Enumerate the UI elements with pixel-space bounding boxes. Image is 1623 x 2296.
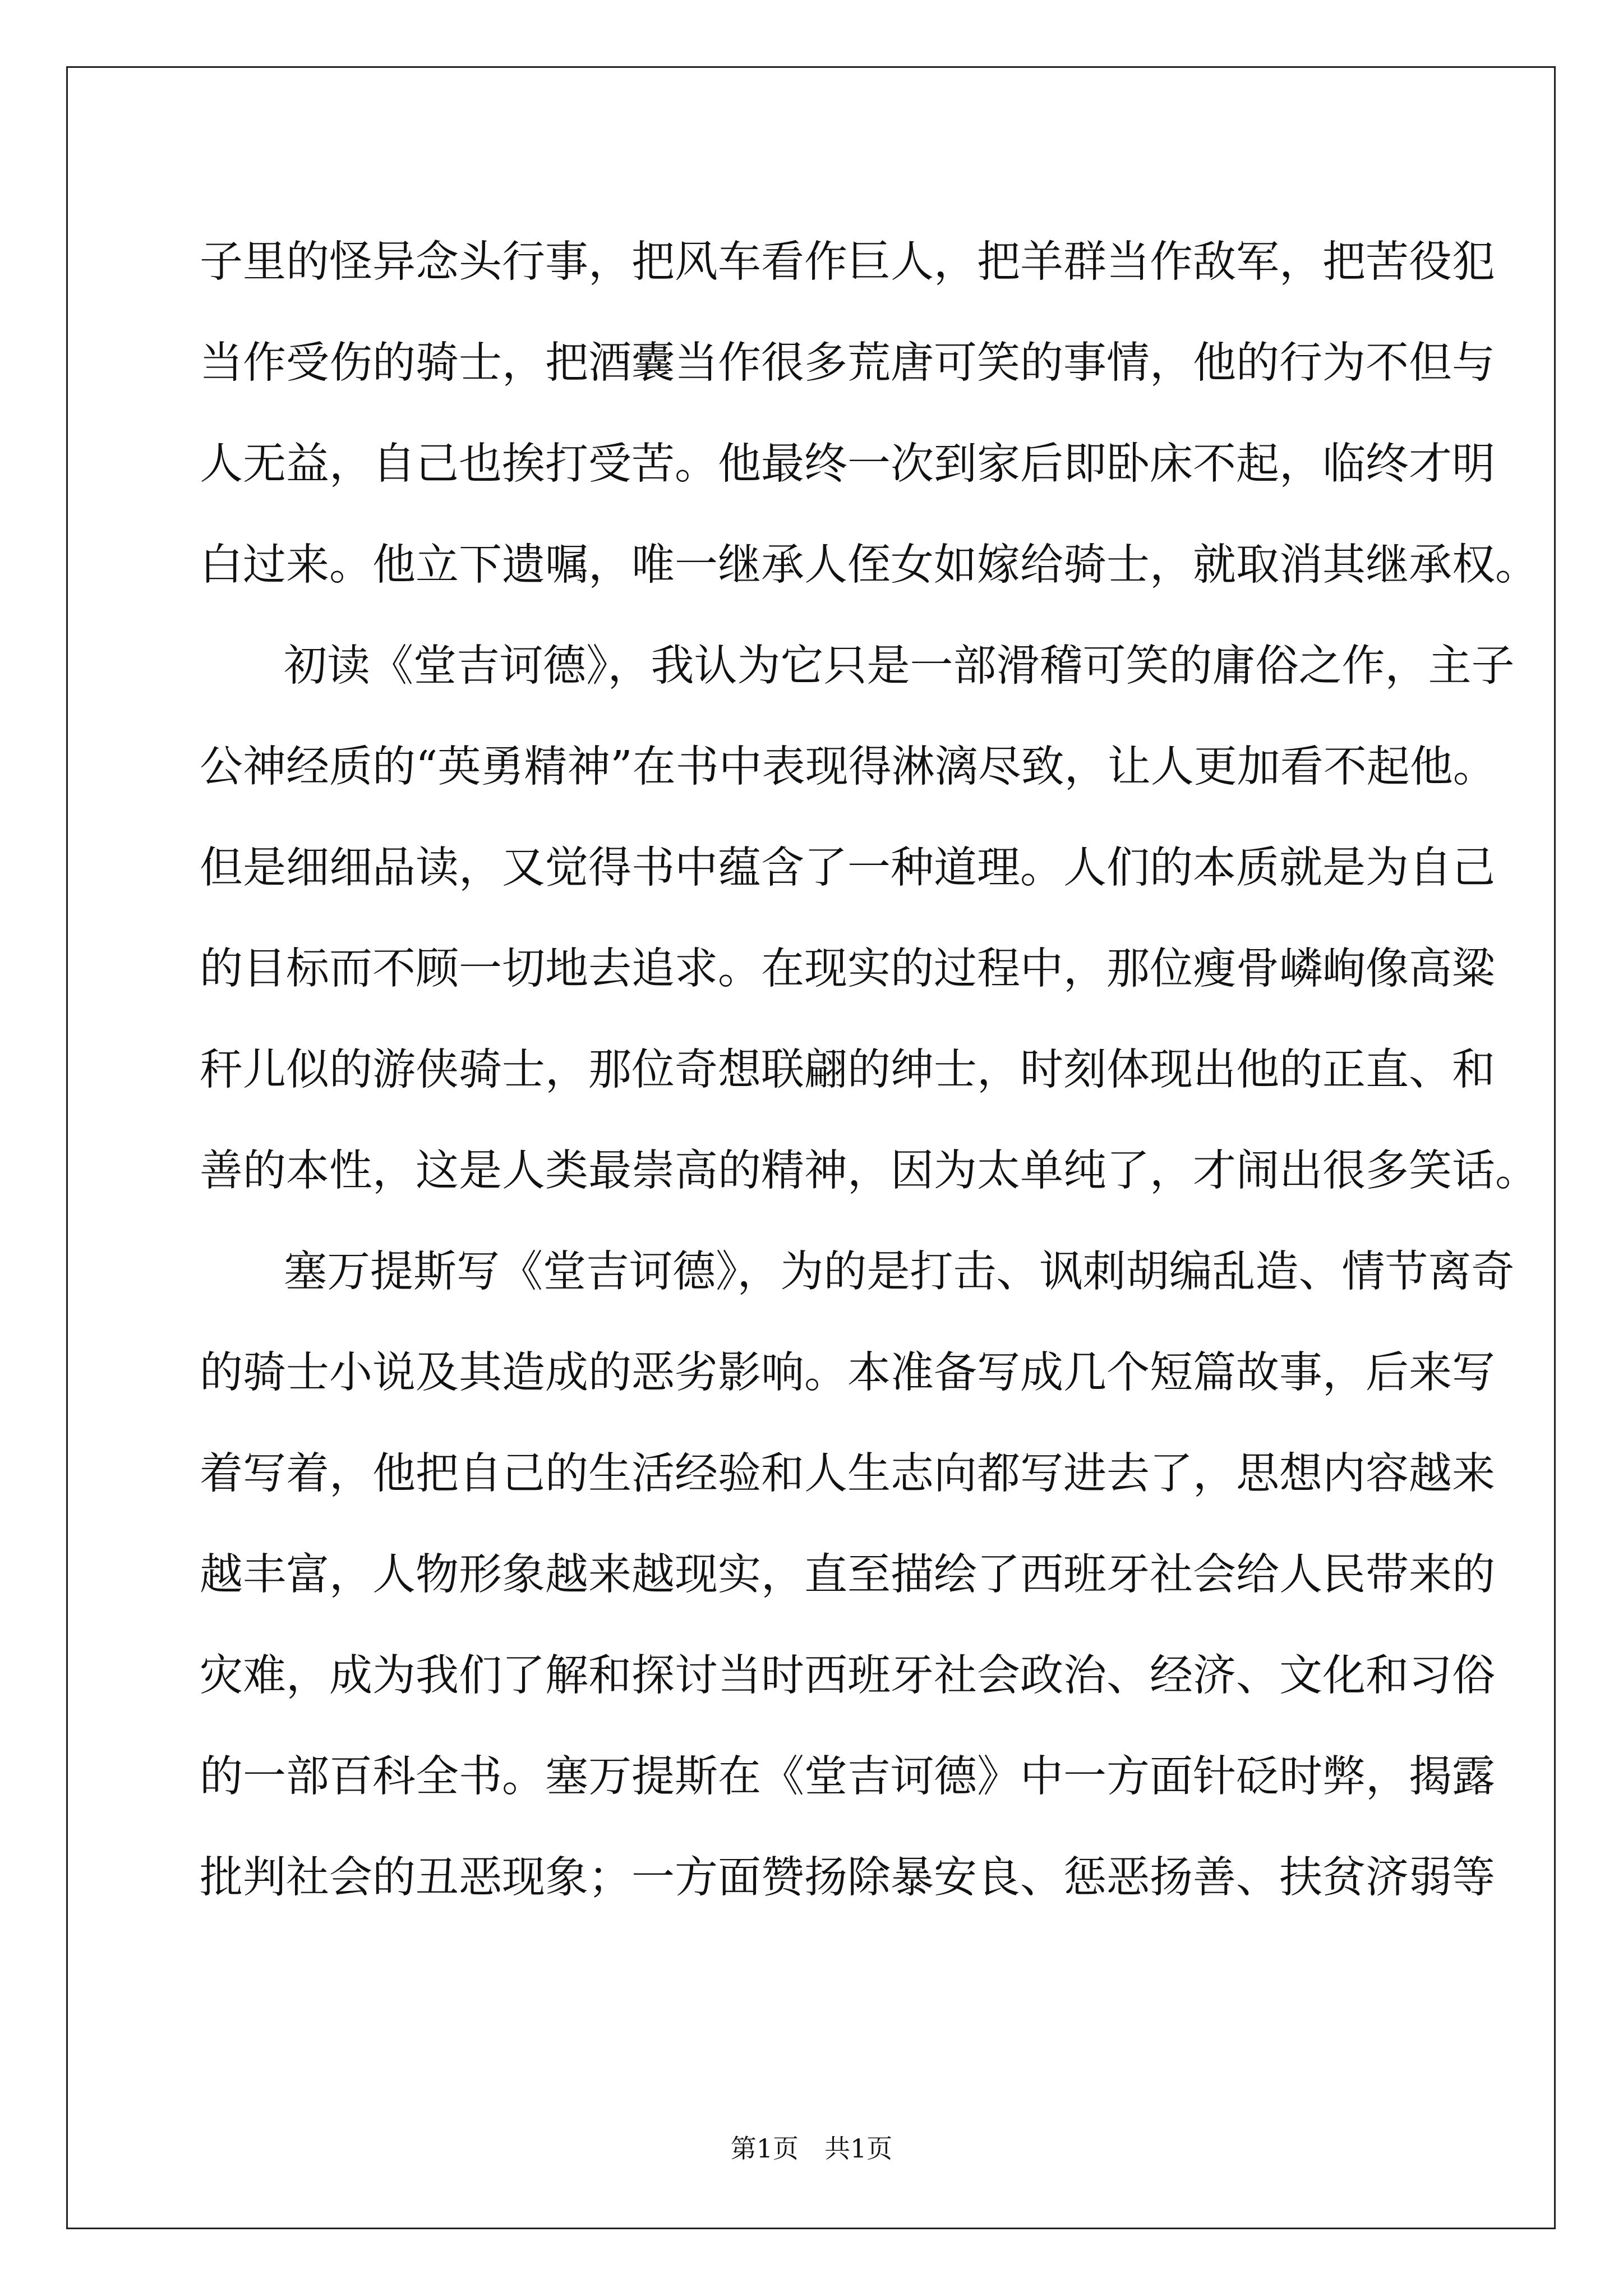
text-line: 着写着，他把自己的生活经验和人生志向都写进去了，思想内容越来	[200, 1449, 1495, 1499]
text-line: 的骑士小说及其造成的恶劣影响。本准备写成几个短篇故事，后来写	[200, 1348, 1495, 1398]
text-line: 的一部百科全书。塞万提斯在《堂吉诃德》中一方面针砭时弊，揭露	[200, 1752, 1495, 1802]
text-line: 但是细细品读，又觉得书中蕴含了一种道理。人们的本质就是为自己	[200, 843, 1495, 893]
text-line: 公神经质的“英勇精神”在书中表现得淋漓尽致，让人更加看不起他。	[200, 742, 1496, 792]
text-line: 子里的怪异念头行事，把风车看作巨人，把羊群当作敌军，把苦役犯	[200, 237, 1495, 287]
paragraph-first-line: 塞万提斯写《堂吉诃德》，为的是打击、讽刺胡编乱造、情节离奇	[284, 1247, 1515, 1297]
text-line: 秆儿似的游侠骑士，那位奇想联翩的绅士，时刻体现出他的正直、和	[200, 1045, 1495, 1095]
page-footer: 第1页 共1页	[730, 2133, 893, 2164]
text-line: 当作受伤的骑士，把酒囊当作很多荒唐可笑的事情，他的行为不但与	[200, 338, 1495, 388]
paragraph-first-line: 初读《堂吉诃德》，我认为它只是一部滑稽可笑的庸俗之作，主子	[284, 641, 1515, 691]
text-line: 人无益，自己也挨打受苦。他最终一次到家后即卧床不起，临终才明	[200, 439, 1495, 489]
text-line: 善的本性，这是人类最崇高的精神，因为太单纯了，才闹出很多笑话。	[200, 1146, 1538, 1196]
text-line: 越丰富，人物形象越来越现实，直至描绘了西班牙社会给人民带来的	[200, 1550, 1495, 1600]
text-line: 批判社会的丑恶现象；一方面赞扬除暴安良、惩恶扬善、扶贫济弱等	[200, 1853, 1495, 1903]
document-body	[200, 212, 1538, 1929]
text-line: 灾难，成为我们了解和探讨当时西班牙社会政治、经济、文化和习俗	[200, 1651, 1495, 1701]
text-line: 白过来。他立下遗嘱，唯一继承人侄女如嫁给骑士，就取消其继承权。	[200, 540, 1538, 590]
text-line: 的目标而不顾一切地去追求。在现实的过程中，那位瘦骨嶙峋像高粱	[200, 944, 1495, 994]
